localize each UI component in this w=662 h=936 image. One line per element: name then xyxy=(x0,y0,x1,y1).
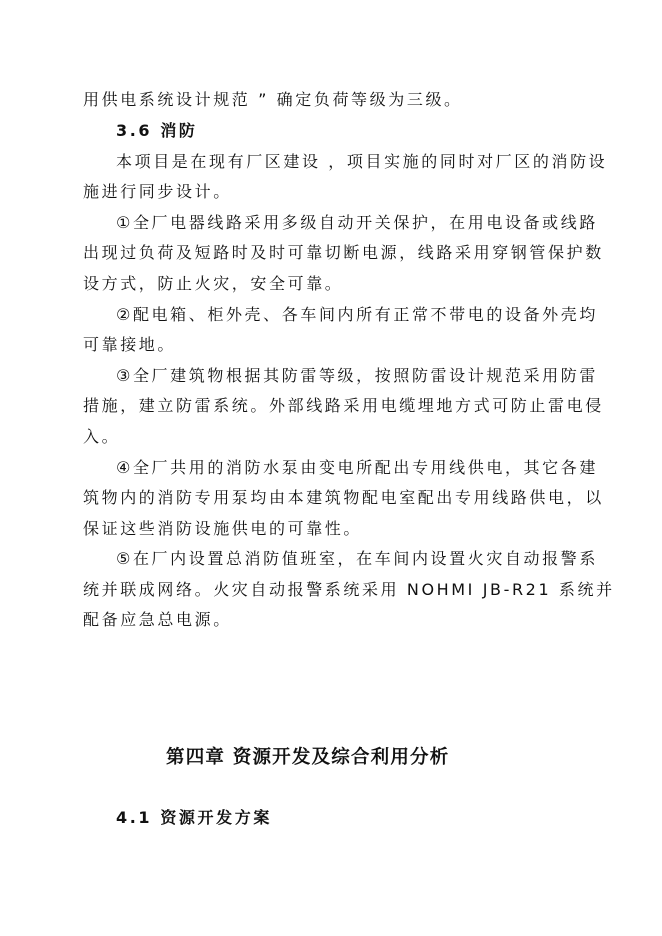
text-line: 可靠接地。 xyxy=(83,335,177,354)
text-line: ⑤在厂内设置总消防值班室，在车间内设置火灾自动报警系 xyxy=(116,549,598,568)
text-line: 用供电系统设计规范 ” 确定负荷等级为三级。 xyxy=(83,90,463,109)
section-heading-4-1: 4.1 资源开发方案 xyxy=(116,808,272,827)
section-heading-3-6: 3.6 消防 xyxy=(116,121,198,140)
text-line: ③全厂建筑物根据其防雷等级，按照防雷设计规范采用防雷 xyxy=(116,366,598,385)
chapter-title: 第四章 资源开发及综合利用分析 xyxy=(166,747,450,768)
text-line: 施进行同步设计。 xyxy=(83,182,232,201)
text-line: ①全厂电器线路采用多级自动开关保护，在用电设备或线路 xyxy=(116,213,598,232)
text-line: 出现过负荷及短路时及时可靠切断电源，线路采用穿钢管保护数 xyxy=(83,243,604,262)
text-line: 保证这些消防设施供电的可靠性。 xyxy=(83,519,363,538)
text-line: 统并联成网络。火灾自动报警系统采用 NOHMI JB-R21 系统并 xyxy=(83,580,615,599)
text-line: 配备应急总电源。 xyxy=(83,610,232,629)
text-line: 措施，建立防雷系统。外部线路采用电缆埋地方式可防止雷电侵 xyxy=(83,396,604,415)
text-line: 筑物内的消防专用泵均由本建筑物配电室配出专用线路供电，以 xyxy=(83,488,604,507)
text-line: ④全厂共用的消防水泵由变电所配出专用线供电，其它各建 xyxy=(116,458,598,477)
text-line: 设方式，防止火灾，安全可靠。 xyxy=(83,274,344,293)
text-line: ②配电箱、柜外壳、各车间内所有正常不带电的设备外壳均 xyxy=(116,305,598,324)
text-line: 入。 xyxy=(83,427,121,446)
text-line: 本项目是在现有厂区建设 ，项目实施的同时对厂区的消防设 xyxy=(116,152,608,171)
